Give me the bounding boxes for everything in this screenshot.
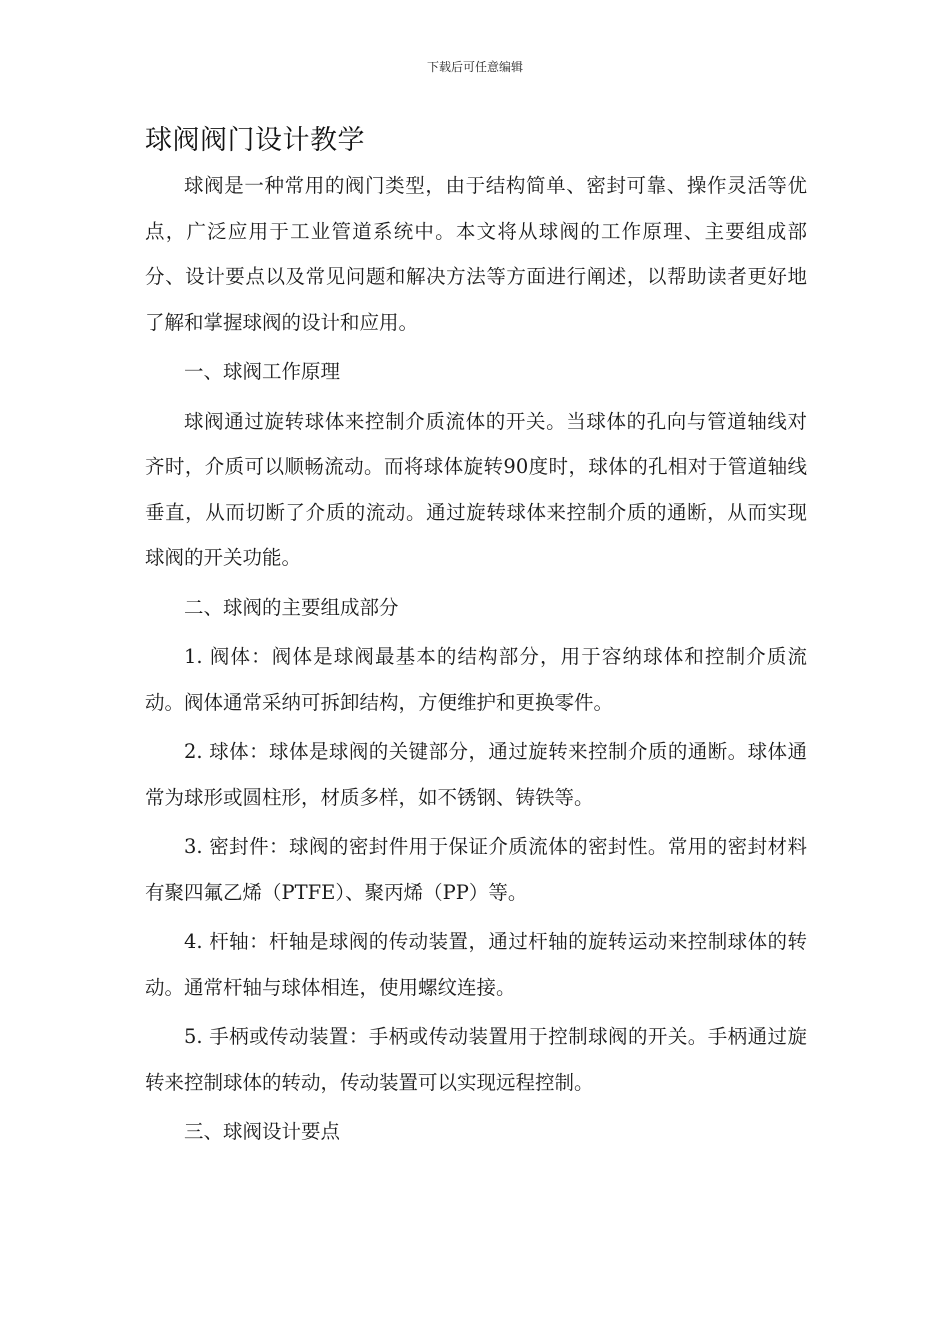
component-item-body: 1. 阀体：阀体是球阀最基本的结构部分，用于容纳球体和控制介质流动。阀体通常采纳可拆卸结构，方便维护和更换零件。 xyxy=(145,645,807,714)
component-item-ball: 2. 球体：球体是球阀的关键部分，通过旋转来控制介质的通断。球体通常为球形或圆柱形，材质多样，如不锈钢、铸铁等。 xyxy=(145,740,807,809)
component-item-seal: 3. 密封件：球阀的密封件用于保证介质流体的密封性。常用的密封材料有聚四氟乙烯（PTFE）、聚丙烯（PP）等。 xyxy=(145,835,807,904)
principle-paragraph: 球阀通过旋转球体来控制介质流体的开关。当球体的孔向与管道轴线对齐时，介质可以顺畅流动。而将球体旋转90度时，球体的孔相对于管道轴线垂直，从而切断了介质的流动。通过旋转球体来控制介质的通断，从而实现球阀的开关功能。 xyxy=(145,409,807,569)
section-heading-principle: 一、球阀工作原理 xyxy=(184,360,341,383)
section-heading-components: 二、球阀的主要组成部分 xyxy=(184,595,399,619)
component-item-handle: 5. 手柄或传动装置：手柄或传动装置用于控制球阀的开关。手柄通过旋转来控制球体的转动，传动装置可以实现远程控制。 xyxy=(145,1025,807,1094)
document-title: 球阀阀门设计教学 xyxy=(145,125,365,156)
component-item-stem: 4. 杆轴：杆轴是球阀的传动装置，通过杆轴的旋转运动来控制球体的转动。通常杆轴与球体相连，使用螺纹连接。 xyxy=(145,930,807,999)
document-body xyxy=(145,163,807,1159)
header-note: 下载后可任意编辑 xyxy=(426,60,523,74)
intro-paragraph: 球阀是一种常用的阀门类型，由于结构简单、密封可靠、操作灵活等优点，广泛应用于工业管道系统中。本文将从球阀的工作原理、主要组成部分、设计要点以及常见问题和解决方法等方面进行阐述，以帮助读者更好地了解和掌握球阀的设计和应用。 xyxy=(145,174,807,334)
section-heading-design: 三、球阀设计要点 xyxy=(184,1120,341,1143)
